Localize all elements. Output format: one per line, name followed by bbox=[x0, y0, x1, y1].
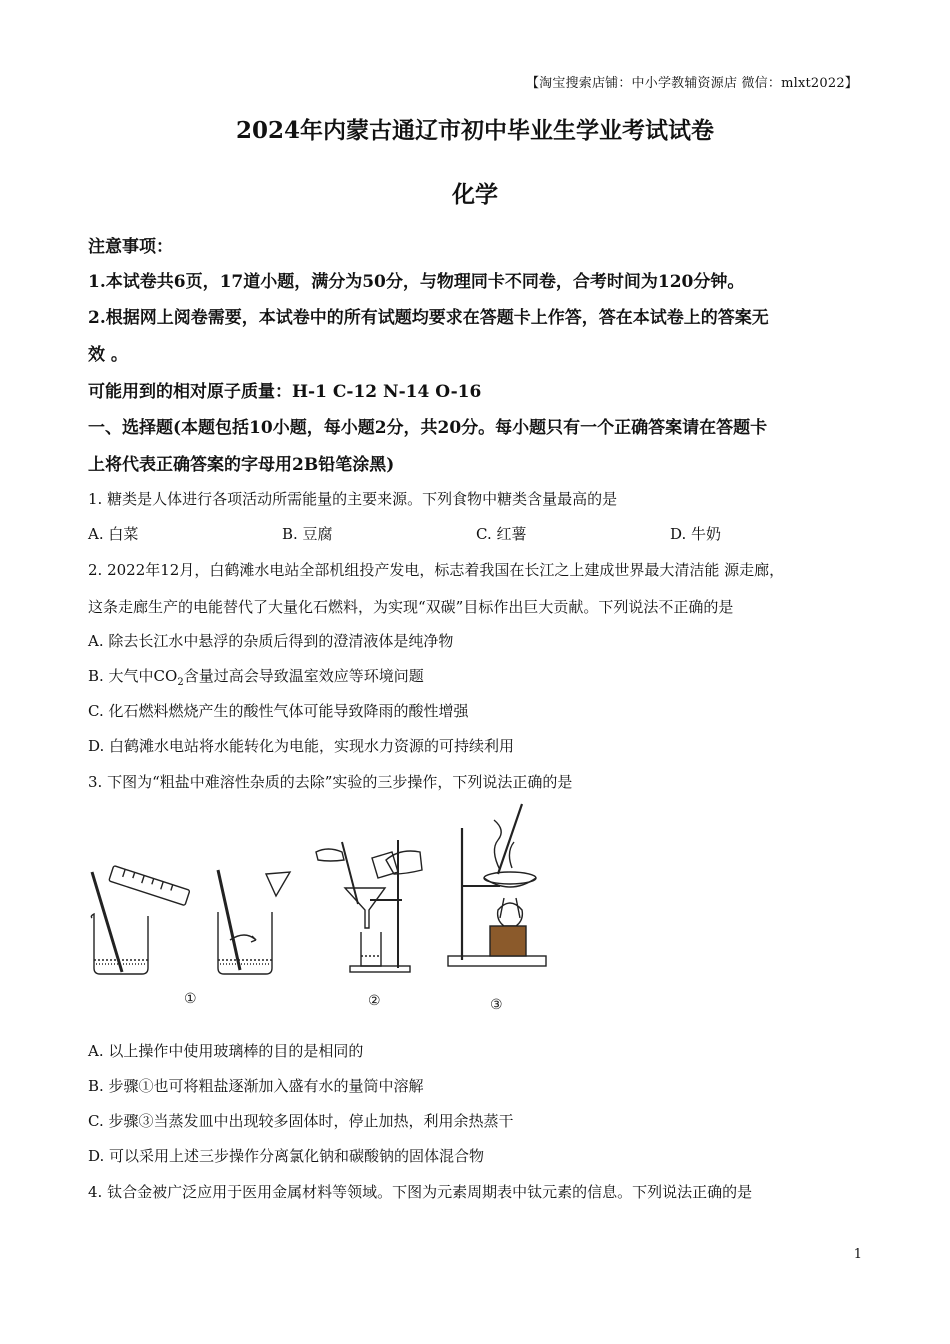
q2-option-d: D. 白鹤滩水电站将水能转化为电能，实现水力资源的可持续利用 bbox=[88, 737, 515, 755]
q2-option-b-post: 含量过高会导致温室效应等环境问题 bbox=[183, 667, 424, 685]
atomic-mass-line: 可能用到的相对原子质量：H-1 C-12 N-14 O-16 bbox=[88, 382, 482, 402]
q3-experiment-figure bbox=[80, 800, 560, 1020]
notes-item-2-line1: 2.根据网上阅卷需要，本试卷中的所有试题均要求在答题卡上作答，答在本试卷上的答案无 bbox=[88, 308, 769, 328]
q2-option-b-sub: 2 bbox=[177, 677, 184, 688]
step3-evaporate-illustration bbox=[448, 804, 546, 966]
q4-stem: 4. 钛合金被广泛应用于医用金属材料等领域。下图为元素周期表中钛元素的信息。下列说法正确的是 bbox=[88, 1183, 753, 1201]
q3-option-c: C. 步骤③当蒸发皿中出现较多固体时，停止加热，利用余热蒸干 bbox=[88, 1112, 514, 1130]
q1-option-a: A. 白菜 bbox=[88, 525, 139, 543]
q1-option-b: B. 豆腐 bbox=[282, 525, 333, 543]
q1-option-d: D. 牛奶 bbox=[670, 525, 722, 543]
notes-item-2-line2: 效 。 bbox=[88, 345, 128, 365]
q3-option-d: D. 可以采用上述三步操作分离氯化钠和碳酸钠的固体混合物 bbox=[88, 1147, 485, 1165]
q2-option-c: C. 化石燃料燃烧产生的酸性气体可能导致降雨的酸性增强 bbox=[88, 702, 469, 720]
header-note: 【淘宝搜索店铺：中小学教辅资源店 微信：mlxt2022】 bbox=[525, 76, 858, 91]
page-number: 1 bbox=[853, 1247, 862, 1262]
notes-item-1: 1.本试卷共6页，17道小题，满分为50分，与物理同卡不同卷，合考时间为120分钟。 bbox=[88, 272, 745, 292]
q2-stem-line2: 这条走廊生产的电能替代了大量化石燃料，为实现“双碳”目标作出巨大贡献。下列说法不正确的是 bbox=[88, 598, 734, 616]
notes-heading: 注意事项： bbox=[88, 237, 173, 257]
fig-label-2: ② bbox=[368, 993, 381, 1009]
step2-filter-illustration bbox=[316, 840, 422, 972]
q2-option-b-pre: B. 大气中CO bbox=[88, 667, 178, 685]
section1-line2: 上将代表正确答案的字母用2B铅笔涂黑) bbox=[88, 455, 395, 475]
q3-stem: 3. 下图为“粗盐中难溶性杂质的去除”实验的三步操作，下列说法正确的是 bbox=[88, 773, 573, 791]
section1-line1: 一、选择题(本题包括10小题，每小题2分，共20分。每小题只有一个正确答案请在答题卡 bbox=[88, 418, 768, 438]
q3-option-a: A. 以上操作中使用玻璃棒的目的是相同的 bbox=[88, 1042, 364, 1060]
fig-label-3: ③ bbox=[490, 997, 503, 1013]
fig-label-1: ① bbox=[184, 991, 197, 1007]
q2-stem-line1: 2. 2022年12月，白鹤滩水电站全部机组投产发电，标志着我国在长江之上建成世界最大清洁能 源走廊， bbox=[88, 561, 785, 579]
q3-option-b: B. 步骤①也可将粗盐逐渐加入盛有水的量筒中溶解 bbox=[88, 1077, 424, 1095]
q1-option-c: C. 红薯 bbox=[476, 525, 527, 543]
page-title: 2024年内蒙古通辽市初中毕业生学业考试试卷 bbox=[235, 117, 714, 144]
subject-title: 化学 bbox=[452, 181, 498, 208]
q2-option-a: A. 除去长江水中悬浮的杂质后得到的澄清液体是纯净物 bbox=[88, 632, 454, 650]
q2-option-b bbox=[88, 665, 424, 688]
q1-stem: 1. 糖类是人体进行各项活动所需能量的主要来源。下列食物中糖类含量最高的是 bbox=[88, 490, 618, 508]
step1-dissolve-illustration bbox=[91, 866, 290, 974]
